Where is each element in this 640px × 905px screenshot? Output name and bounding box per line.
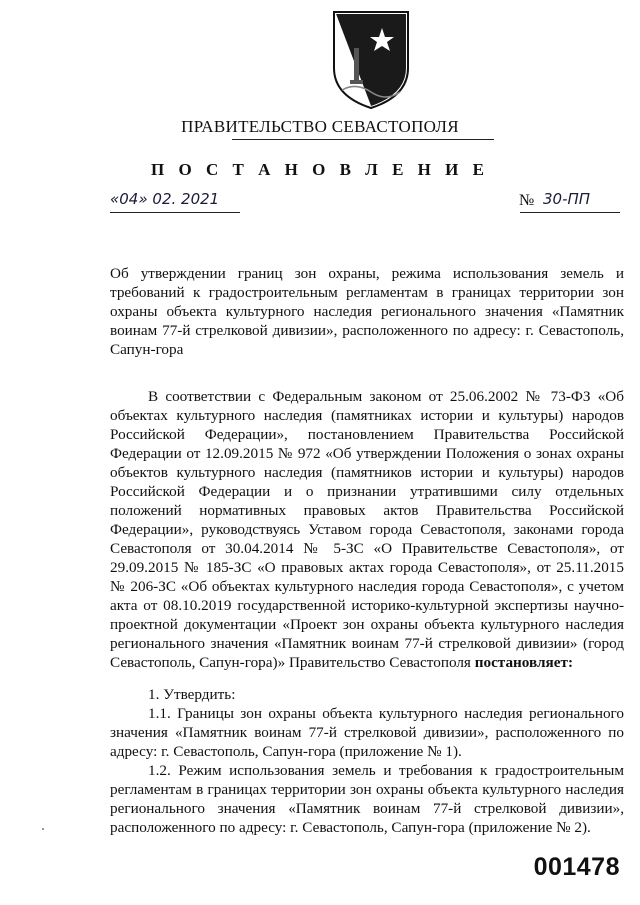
item-1: 1. Утвердить: [148,686,236,703]
date-month-year: 02. 2021 [152,190,220,208]
date-close-quote: » [138,190,148,208]
date-open-quote: « [110,190,120,208]
header-rule [232,139,494,140]
date-field [110,190,219,208]
document-title: Об утверждении границ зон охраны, режима использования земель и требований к градостроительным регламентам в границах территории зон охраны объекта культурного наследия регионального значения «Памятник воинам 77-й стрелковой дивизии», расположенного по адресу: г. Севастополь, Сапун-гора [110,265,624,358]
preamble [110,387,624,672]
number-sign: № [519,192,535,209]
item-1-1: 1.1. Границы зон охраны объекта культурного наследия регионального значения «Памятник воинам 77-й стрелковой дивизии», расположенного по адресу: г. Севастополь, Сапун-гора (приложение № 1). [110,705,624,760]
date-day: 04 [119,190,139,208]
serial-number: 001478 [533,853,620,881]
scan-speck [42,828,44,830]
government-name: ПРАВИТЕЛЬСТВО СЕВАСТОПОЛЯ [181,117,459,136]
preamble-text: В соответствии с Федеральным законом от 25.06.2002 № 73-ФЗ «Об объектах культурного наследия (памятниках истории и культуры) народов Российской Федерации», постановлением Правительства Российской Федерации от 12.09.2015 № 972 «Об утверждении Положения о зонах охраны объектов культурного наследия (памятников истории и культуры) народов Российской Федерации и о признании утратившими силу отдельных положений нормативных правовых актов Правительства Российской Федерации», руководствуясь Уставом города Севастополя, законами города Севастополя от 30.04.2014 № 5-ЗС «О Правительстве Севастополя», от 29.09.2015 № 185-ЗС «О правовых актах города Севастополя», от 25.11.2015 № 206-ЗС «Об объектах культурного наследия города Севастополя», с учетом акта от 08.10.2019 государственной историко-культурной экспертизы научно-проектной документации «Проект зон охраны объекта культурного наследия регионального значения «Памятник воинам 77-й стрелковой дивизии» (город Севастополь, Сапун-гора)» Правительство Севастополя [110,388,624,671]
coat-of-arms-icon [328,8,414,112]
document-number: 30-ПП [543,190,591,208]
item-1-2: 1.2. Режим использования земель и требования к градостроительным регламентам в границах территории зон охраны объекта культурного наследия регионального значения «Памятник воинам 77-й стрелковой дивизии», расположенного по адресу: г. Севастополь, Сапун-гора (приложение № 2). [110,762,624,836]
document-type: П О С Т А Н О В Л Е Н И Е [151,160,489,179]
resolution-items [110,685,624,837]
preamble-emphasis: постановляет: [474,654,574,671]
